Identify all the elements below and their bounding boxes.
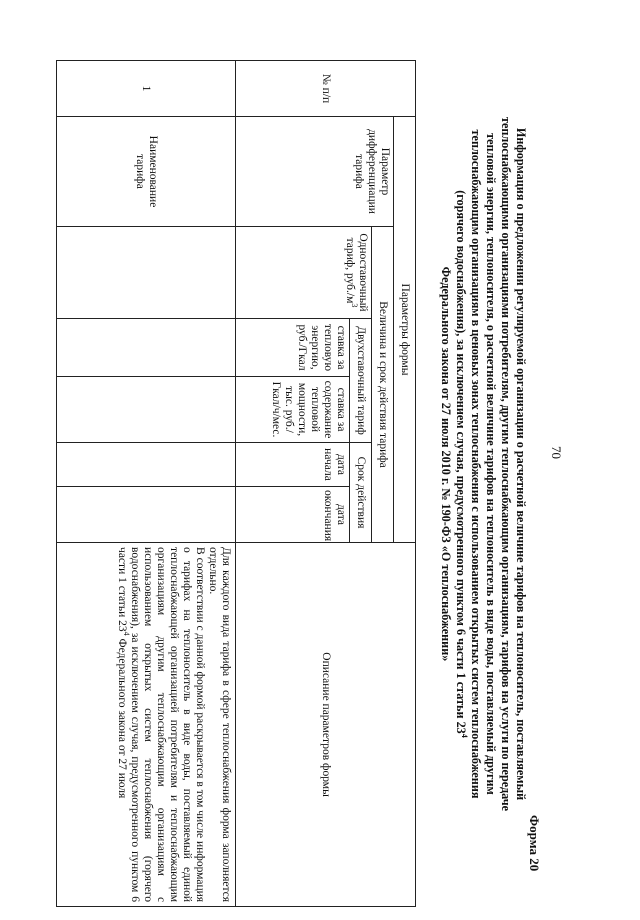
title-line: Информация о предложении регулируемой организации о расчетной величине тарифов на теплоноситель, поставляемый [514,127,528,801]
row-num: 1 [57,61,236,117]
form-table [56,60,416,907]
row-single-rate [57,227,236,319]
header-end-date: дата окончания [236,487,350,543]
page-number: 70 [549,446,564,459]
row-description [57,543,236,907]
description-paragraph: В соответствии с данной формой раскрывается в том числе информация о тарифах на теплоноситель в виде воды, поставляемый единой теплоснабжающей организацией потребителям и теплоснабжающим организациям другим теплоснабжающим организациям с использованием открытых систем теплоснабжения (горячего водоснабжения), за исключением случая, предусмотренного пунктом 6 части 1 статьи $23^4$ Федерального закона от 27 июля [116,547,206,903]
header-two-rate: Двухставочный тариф [350,319,372,443]
row-start-date [57,443,236,487]
row-end-date [57,487,236,543]
title-line: теплоснабжающим организациям в ценовых зонах теплоснабжения с использованием открытых систем теплоснабжения [469,129,483,799]
header-validity: Срок действия [350,443,372,543]
title-line: Федерального закона от 27 июля 2010 г. № 190-ФЗ «О теплоснабжении» [439,266,453,662]
row-capacity-rate [57,377,236,443]
header-description: Описание параметров формы [236,543,416,907]
form-label: Форма 20 [527,815,542,872]
document-title [438,108,528,820]
header-energy-rate: ставка за тепловую энергию, руб./Гкал [236,319,350,377]
description-superscript: 4 [121,631,131,636]
row-name: Наименование тарифа [57,117,236,227]
title-line: (горячего водоснабжения), за исключением случая, предусмотренного пунктом 6 части 1 статьи $23^4$ [454,190,470,738]
header-form-params: Параметры формы [394,117,416,543]
header-num: № п/п [236,61,416,117]
header-start-date: дата начала [236,443,350,487]
description-paragraph: Для каждого вида тарифа в сфере теплоснабжения форма заполняется отдельно. [207,547,232,903]
header-value-and-term: Величина и срок действия тарифа [372,227,394,543]
title-superscript: 4 [460,733,470,738]
title-line: теплоснабжающими организациями потребителям, другим теплоснабжающим организациям, тарифов на услуги по передаче [499,116,513,812]
header-capacity-rate: ставка за содержание тепловой мощности, тыс. руб./Гкал/ч/мес. [236,377,350,443]
title-line: тепловой энергии, теплоносителя, о расчетной величине тарифов на теплоноситель в виде воды, поставляемый другим [484,133,498,795]
header-differentiation: Параметр дифференциации тарифа [236,117,394,227]
row-energy-rate [57,319,236,377]
header-single-rate: Одноставочный тариф, $руб./м^3$ [236,227,372,319]
